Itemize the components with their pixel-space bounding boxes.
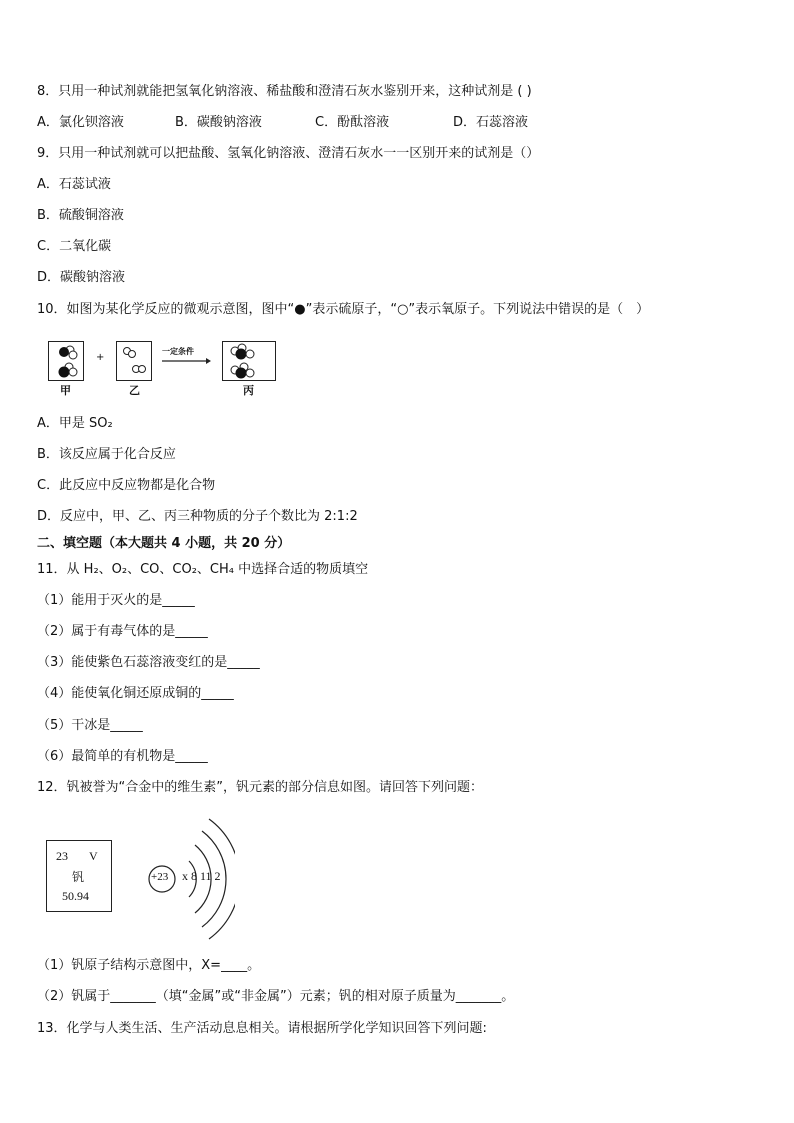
so2-molecules-icon <box>49 342 83 380</box>
question-8-stem: 8．只用一种试剂就能把氢氧化钠溶液、稀盐酸和澄清石灰水鉴别开来，这种试剂是 ( ) <box>37 84 532 99</box>
option-a: A．石蕊试液 <box>37 177 111 192</box>
blank-item: （1）钒原子结构示意图中，X=____。 <box>37 958 261 973</box>
question-9-stem: 9．只用一种试剂就可以把盐酸、氢氧化钠溶液、澄清石灰水一一区别开来的试剂是（） <box>37 146 540 161</box>
electron-shells: x 8 11 2 <box>182 869 221 883</box>
atomic-number: 23 <box>56 849 68 863</box>
option-a: A．氯化钡溶液 <box>37 115 124 130</box>
blank-item: （2）属于有毒气体的是_____ <box>37 624 208 639</box>
box-jia <box>48 341 84 381</box>
option-c: C．二氧化碳 <box>37 239 112 254</box>
section-heading: 二、填空题（本大题共 4 小题，共 20 分） <box>37 536 291 551</box>
label-jia: 甲 <box>60 384 71 397</box>
blank-item: （2）钒属于_______（填“金属”或“非金属”）元素；钒的相对原子质量为_______。 <box>37 989 515 1004</box>
blank-item: （6）最简单的有机物是_____ <box>37 749 208 764</box>
atomic-mass: 50.94 <box>62 889 89 903</box>
option-b: B．硫酸铜溶液 <box>37 208 124 223</box>
element-name: 钒 <box>72 870 85 884</box>
element-card <box>46 840 112 912</box>
label-bing: 丙 <box>243 384 254 397</box>
question-11-stem: 11．从 H₂、O₂、CO、CO₂、CH₄ 中选择合适的物质填空 <box>37 562 369 577</box>
option-c: C．酚酞溶液 <box>315 115 390 130</box>
option-d: D．反应中，甲、乙、丙三种物质的分子个数比为 2:1:2 <box>37 509 358 524</box>
nucleus-charge: +23 <box>151 871 169 883</box>
option-d: D．碳酸钠溶液 <box>37 270 126 285</box>
question-10-stem: 10．如图为某化学反应的微观示意图，图中“●”表示硫原子，“○”表示氧原子。下列说法中错误的是（ ） <box>37 302 650 317</box>
box-bing <box>222 341 276 381</box>
blank-item: （3）能使紫色石蕊溶液变红的是_____ <box>37 655 260 670</box>
box-yi <box>116 341 152 381</box>
option-a: A．甲是 SO₂ <box>37 416 113 431</box>
question-8-options <box>37 114 528 132</box>
label-yi: 乙 <box>129 384 140 397</box>
question-12-stem: 12．钒被誉为“合金中的维生素”，钒元素的部分信息如图。请回答下列问题： <box>37 780 484 795</box>
option-d: D．石蕊溶液 <box>453 115 529 130</box>
o2-molecules-icon <box>117 342 151 380</box>
blank-item: （1）能用于灭火的是_____ <box>37 593 195 608</box>
option-b: B．该反应属于化合反应 <box>37 447 176 462</box>
element-symbol: V <box>89 849 98 863</box>
option-b: B．碳酸钠溶液 <box>175 115 262 130</box>
so3-molecules-icon <box>223 342 275 380</box>
blank-item: （5）干冰是_____ <box>37 718 143 733</box>
blank-item: （4）能使氧化铜还原成铜的_____ <box>37 686 234 701</box>
reaction-arrow-icon <box>160 356 212 366</box>
plus-sign: + <box>96 352 105 363</box>
reaction-condition: 一定条件 <box>162 347 194 356</box>
question-13-stem: 13．化学与人类生活、生产活动息息相关。请根据所学化学知识回答下列问题: <box>37 1021 487 1036</box>
option-c: C．此反应中反应物都是化合物 <box>37 478 216 493</box>
